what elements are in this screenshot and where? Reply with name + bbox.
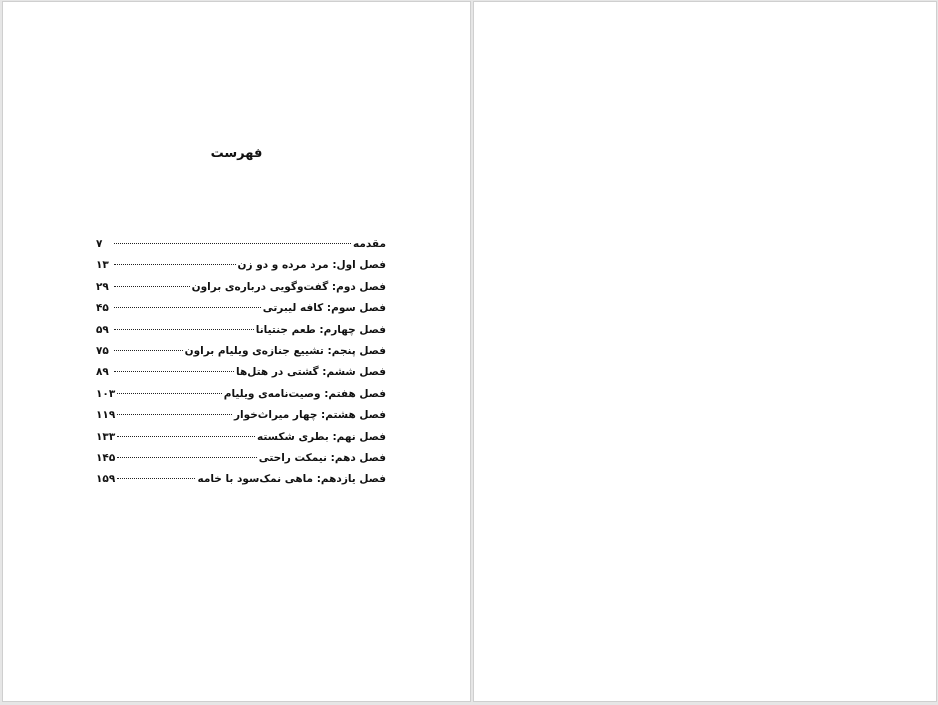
toc-entry (96, 302, 386, 323)
toc-entry-label: فصل دهم: نیمکت راحتی (258, 451, 386, 464)
toc-entry-page-number: ۱۳ (96, 259, 109, 272)
toc-entry (96, 281, 386, 302)
toc-dot-leader (117, 414, 232, 415)
toc-entry-label: فصل نهم: بطری شکسته (257, 430, 386, 443)
toc-entry-label: فصل ششم: گشتی در هتل‌ها (236, 366, 386, 379)
toc-entry-label: فصل هشتم: چهار میراث‌خوار (234, 409, 386, 422)
toc-entry (96, 259, 386, 280)
toc-entry (96, 473, 386, 494)
toc-entry-label: فصل چهارم: طعم جنتیانا (255, 323, 386, 336)
toc-entry-page-number: ۱۳۳ (96, 430, 116, 443)
toc-title (3, 146, 470, 161)
toc-dot-leader (114, 243, 351, 244)
toc-entry (96, 388, 386, 409)
toc-dot-leader (114, 286, 190, 287)
toc-entry-label: فصل پنجم: تشییع جنازه‌ی ویلیام براون (184, 344, 386, 357)
toc-entry-page-number: ۱۰۳ (96, 387, 116, 400)
toc-entry-label: مقدمه (353, 238, 386, 250)
toc-entry (96, 409, 386, 430)
left-page (3, 2, 470, 701)
toc-entry (96, 238, 386, 259)
toc-entry (96, 452, 386, 473)
toc-entry-page-number: ۱۴۵ (96, 451, 116, 464)
toc-entry-label: فصل هفتم: وصیت‌نامه‌ی ویلیام (223, 387, 386, 400)
toc-dot-leader (114, 329, 254, 330)
toc-dot-leader (114, 307, 261, 308)
toc-dot-leader (114, 264, 236, 265)
toc-entry-page-number: ۸۹ (96, 366, 109, 379)
toc-entry-page-number: ۱۵۹ (96, 473, 116, 486)
toc-dot-leader (117, 436, 255, 437)
toc-dot-leader (117, 393, 222, 394)
toc-entry-label: فصل سوم: کافه لیبرتی (262, 302, 386, 315)
toc-entry-label: فصل یازدهم: ماهی نمک‌سود با خامه (197, 473, 386, 486)
toc-entry (96, 366, 386, 387)
toc-entry-page-number: ۲۹ (96, 280, 109, 293)
toc-dot-leader (117, 478, 195, 479)
toc-entry-page-number: ۷۵ (96, 344, 109, 357)
toc-entry-label: فصل اول: مرد مرده و دو زن (237, 259, 386, 272)
toc-entry-page-number: ۷ (96, 238, 103, 250)
toc-title-text: فهرست (210, 146, 263, 161)
toc-entry (96, 431, 386, 452)
toc-entry-label: فصل دوم: گفت‌وگویی درباره‌ی براون (191, 280, 386, 293)
toc-dot-leader (114, 371, 234, 372)
toc-entry (96, 324, 386, 345)
toc-entry-page-number: ۱۱۹ (96, 409, 116, 422)
table-of-contents (96, 238, 386, 495)
toc-entry-page-number: ۴۵ (96, 302, 109, 315)
toc-dot-leader (114, 350, 183, 351)
toc-dot-leader (117, 457, 256, 458)
toc-entry-page-number: ۵۹ (96, 323, 109, 336)
right-page (474, 2, 936, 701)
toc-entry (96, 345, 386, 366)
